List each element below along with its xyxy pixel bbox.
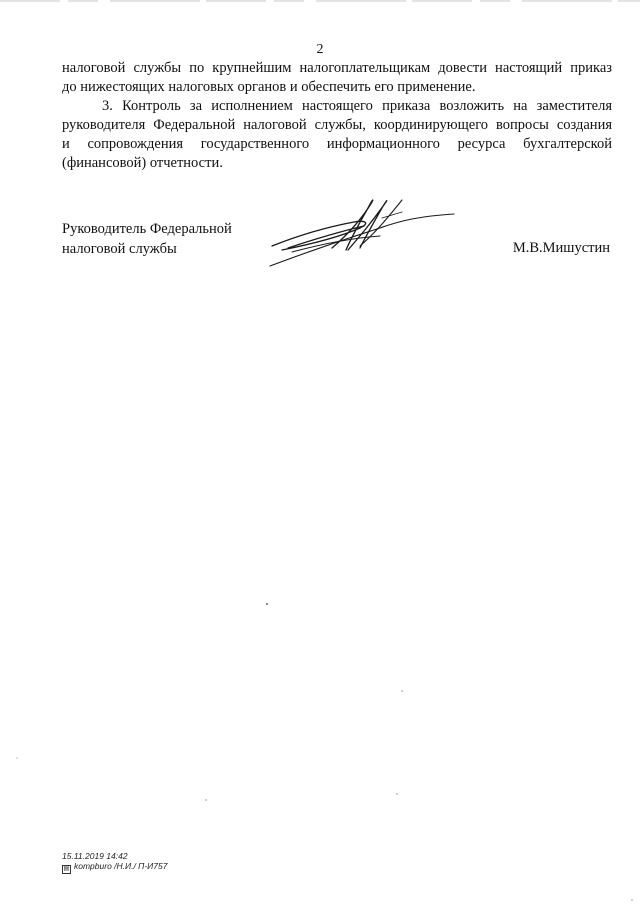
- footer-file-ref-row: [62, 861, 167, 874]
- paragraph1-line: налоговой службы по крупнейшим налогоплательщикам довести настоящий приказ: [62, 60, 612, 76]
- paragraph2-line: и сопровождения государственного информационного ресурса бухгалтерской: [62, 136, 612, 152]
- signatory-position-line: налоговой службы: [62, 241, 177, 257]
- paragraph1-line: до нижестоящих налоговых органов и обеспечить его применение.: [62, 79, 476, 95]
- paragraph2-line: 3. Контроль за исполнением настоящего приказа возложить на заместителя: [102, 98, 612, 114]
- signatory-name: М.В.Мишустин: [512, 240, 610, 256]
- paragraph2-line: руководителя Федеральной налоговой службы, координирующего вопросы создания: [62, 117, 612, 133]
- signatory-position-line: Руководитель Федеральной: [62, 221, 232, 237]
- footer-file-ref: kompburo /Н.И./ П-И757: [74, 861, 168, 871]
- page-number: 2: [316, 42, 324, 57]
- document-footer: [62, 851, 167, 874]
- file-icon: ▤: [63, 866, 70, 872]
- paragraph2-line: (финансовой) отчетности.: [62, 155, 223, 171]
- footer-timestamp: 15.11.2019 14:42: [62, 851, 128, 861]
